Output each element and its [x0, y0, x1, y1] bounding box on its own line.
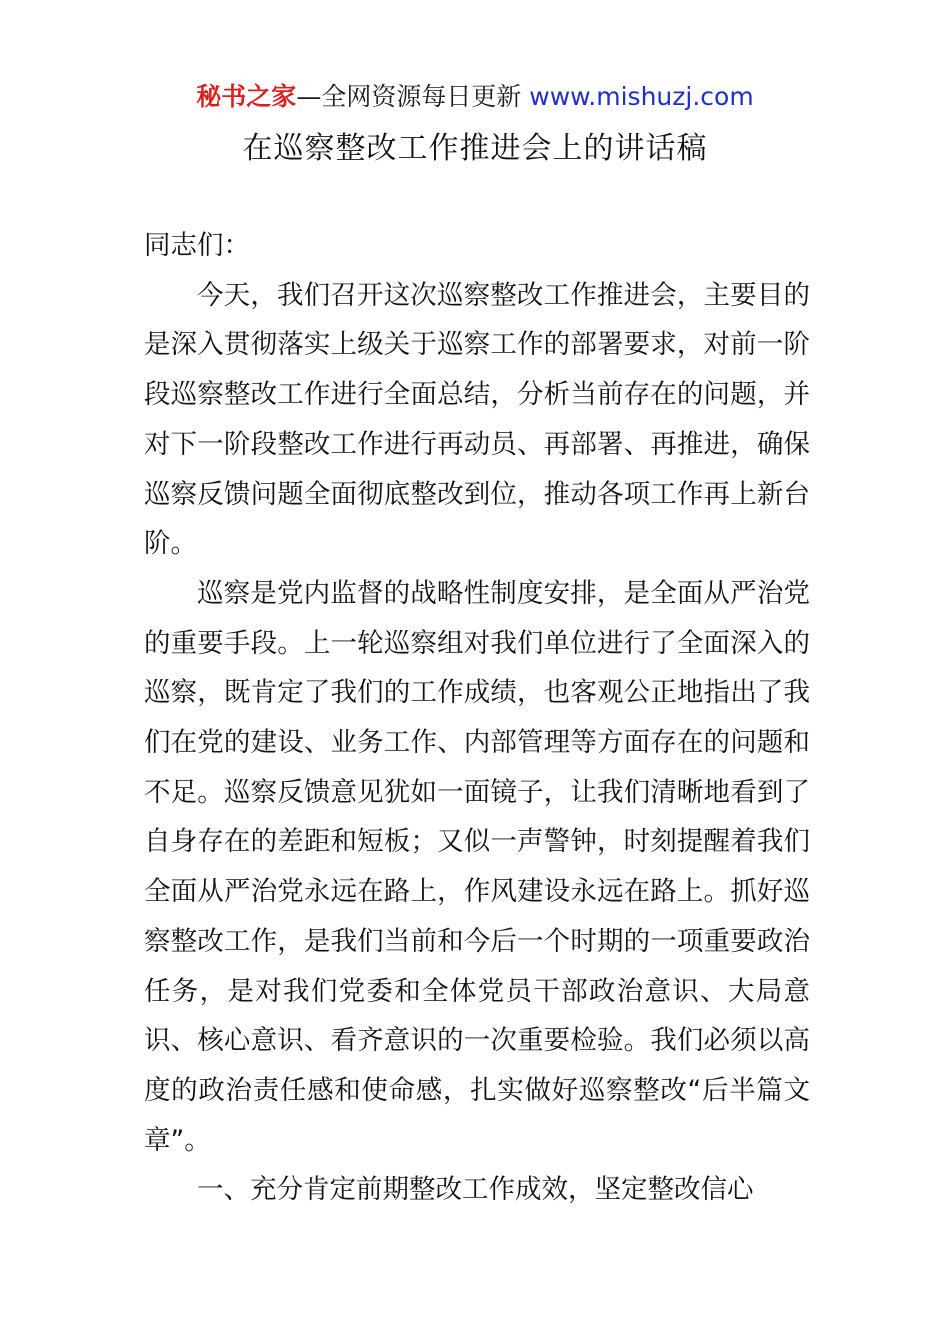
paragraph: 今天，我们召开这次巡察整改工作推进会，主要目的是深入贯彻落实上级关于巡察工作的部署要求，对前一阶段巡察整改工作进行全面总结，分析当前存在的问题，并对下一阶段整改工作进行再动员、再部署、再推进，确保巡察反馈问题全面彻底整改到位，推动各项工作再上新台阶。 [144, 279, 810, 560]
document-title: 在巡察整改工作推进会上的讲话稿 [242, 131, 708, 166]
brand-name: 秘书之家 [196, 82, 297, 111]
site-url[interactable]: www.mishuzj.com [529, 82, 754, 111]
document-body [144, 221, 810, 1215]
salutation: 同志们： [144, 230, 250, 261]
header-tagline: —全网资源每日更新 [296, 82, 530, 111]
site-header [0, 80, 950, 114]
paragraph: 巡察是党内监督的战略性制度安排，是全面从严治党的重要手段。上一轮巡察组对我们单位进行了全面深入的巡察，既肯定了我们的工作成绩，也客观公正地指出了我们在党的建设、业务工作、内部管理等方面存在的问题和不足。巡察反馈意见犹如一面镜子，让我们清晰地看到了自身存在的差距和短板；又似一声警钟，时刻提醒着我们全面从严治党永远在路上，作风建设永远在路上。抓好巡察整改工作，是我们当前和今后一个时期的一项重要政治任务，是对我们党委和全体党员干部政治意识、大局意识、核心意识、看齐意识的一次重要检验。我们必须以高度的政治责任感和使命感，扎实做好巡察整改“后半篇文章”。 [144, 577, 810, 1156]
section-heading: 一、充分肯定前期整改工作成效，坚定整改信心 [197, 1174, 754, 1206]
